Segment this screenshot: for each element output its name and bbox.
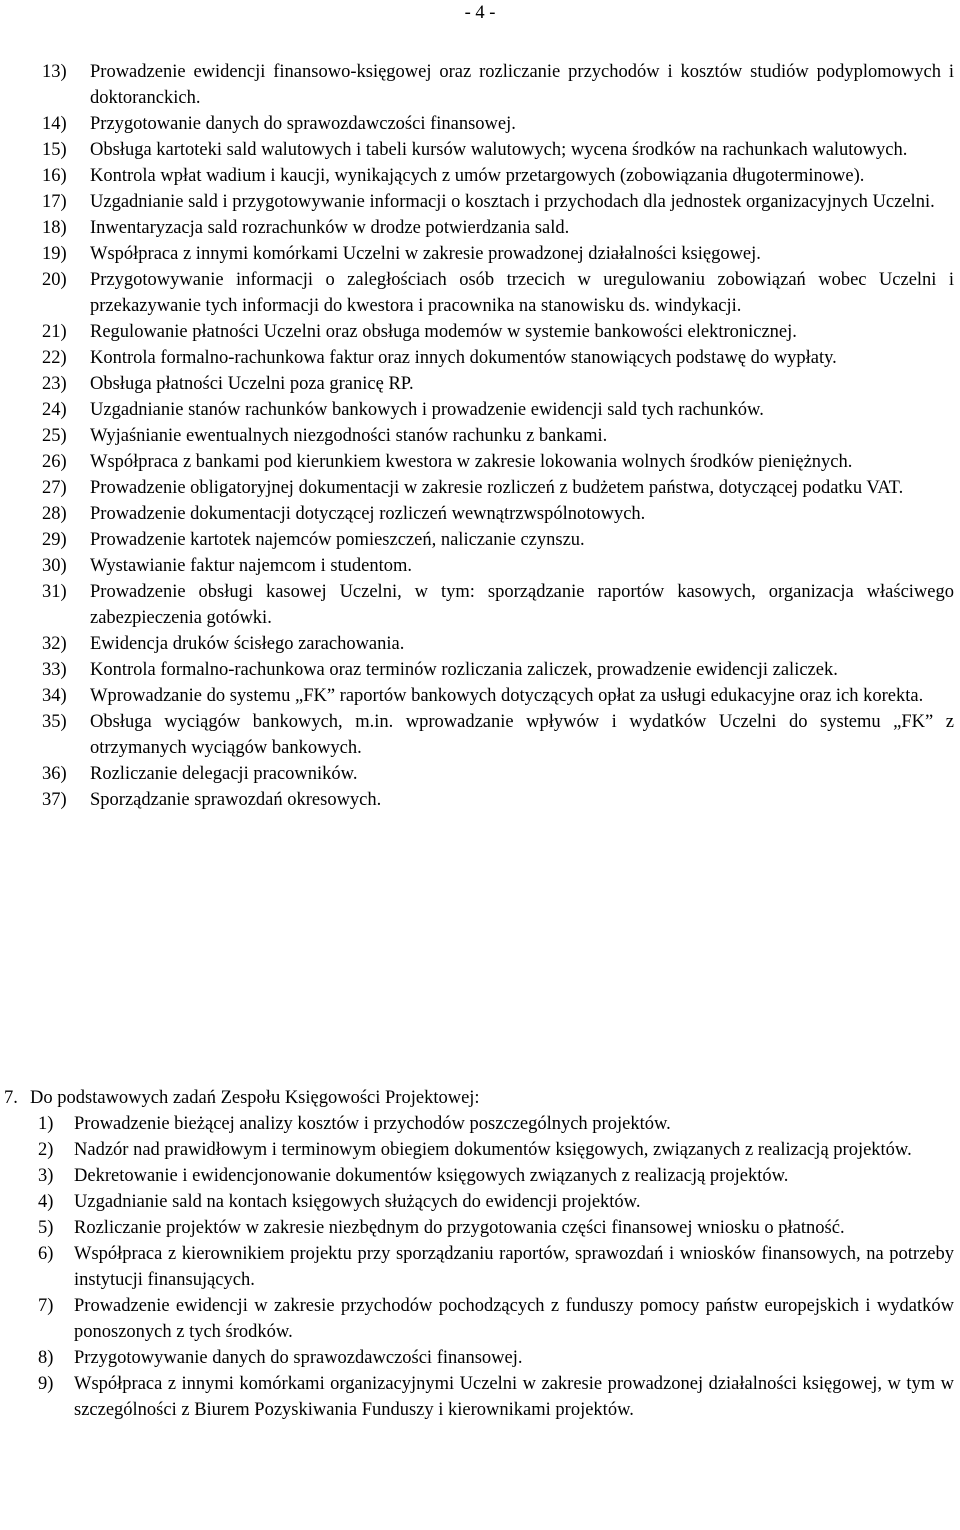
list-item-text: Kontrola wpłat wadium i kaucji, wynikających z umów przetargowych (zobowiązania długoterminowe). [90,166,865,186]
list-item-text: Nadzór nad prawidłowym i terminowym obiegiem dokumentów księgowych, związanych z realizacją projektów. [74,1140,912,1160]
list-item [42,761,954,787]
list-item-text: Rozliczanie delegacji pracowników. [90,764,358,784]
list-item [42,709,954,761]
list-item-number: 5) [38,1218,54,1238]
list-item-text: Kontrola formalno-rachunkowa oraz terminów rozliczania zaliczek, prowadzenie ewidencji zaliczek. [90,660,838,680]
list-item [42,631,954,657]
list-item-number: 28) [42,504,67,524]
list-item-number: 2) [38,1140,54,1160]
list-item-number: 8) [38,1348,54,1368]
list-item [38,1241,954,1293]
list-item [38,1137,954,1163]
list-item-text: Współpraca z innymi komórkami organizacyjnymi Uczelni w zakresie prowadzonej działalności księgowej, w tym w szczególności z Biurem Pozyskiwania Funduszy i kierownikami projektów. [74,1374,954,1420]
list-item-text: Współpraca z kierownikiem projektu przy sporządzaniu raportów, sprawozdań i wniosków finansowych, na potrzeby instytucji finansujących. [74,1244,954,1290]
list-item [42,215,954,241]
list-item-number: 3) [38,1166,54,1186]
list-item-number: 19) [42,244,67,264]
list-item [38,1163,954,1189]
list-item-text: Kontrola formalno-rachunkowa faktur oraz innych dokumentów stanowiących podstawę do wypłaty. [90,348,837,368]
list-item [42,137,954,163]
list-item-text: Przygotowywanie informacji o zaległościach osób trzecich w uregulowaniu zobowiązań wobec Uczelni i przekazywanie tych informacji do kwestora i pracownika na stanowisku ds. windykacji. [90,270,954,316]
list-item-number: 26) [42,452,67,472]
list-item [42,241,954,267]
list-item [42,111,954,137]
task-list-accounting [42,59,954,813]
list-item-number: 17) [42,192,67,212]
list-item-number: 22) [42,348,67,368]
section-heading [4,1085,954,1111]
list-item-text: Prowadzenie obsługi kasowej Uczelni, w tym: sporządzanie raportów kasowych, organizacja właściwego zabezpieczenia gotówki. [90,582,954,628]
list-item-text: Prowadzenie obligatoryjnej dokumentacji w zakresie rozliczeń z budżetem państwa, dotyczącej podatku VAT. [90,478,904,498]
list-item-text: Obsługa wyciągów bankowych, m.in. wprowadzanie wpływów i wydatków Uczelni do systemu „FK” z otrzymanych wyciągów bankowych. [90,712,954,758]
list-item-number: 14) [42,114,67,134]
list-item-number: 36) [42,764,67,784]
list-item-text: Prowadzenie kartotek najemców pomieszczeń, naliczanie czynszu. [90,530,585,550]
list-item-text: Rozliczanie projektów w zakresie niezbędnym do przygotowania części finansowej wniosku o płatność. [74,1218,845,1238]
list-item-number: 9) [38,1374,54,1394]
list-item [38,1189,954,1215]
list-item [42,527,954,553]
list-item-number: 4) [38,1192,54,1212]
list-item-number: 16) [42,166,67,186]
list-item-text: Prowadzenie ewidencji w zakresie przychodów pochodzących z funduszy pomocy państw europejskich i wydatków ponoszonych z tych środków. [74,1296,954,1342]
list-item-text: Uzgadnianie sald i przygotowywanie informacji o kosztach i przychodach dla jednostek organizacyjnych Uczelni. [90,192,935,212]
list-item-text: Współpraca z bankami pod kierunkiem kwestora w zakresie lokowania wolnych środków pieniężnych. [90,452,853,472]
list-item-text: Prowadzenie ewidencji finansowo-księgowej oraz rozliczanie przychodów i kosztów studiów podyplomowych i doktoranckich. [90,62,954,108]
list-item-text: Prowadzenie dokumentacji dotyczącej rozliczeń wewnątrzwspólnotowych. [90,504,646,524]
list-item [42,371,954,397]
list-item [42,189,954,215]
list-item-number: 15) [42,140,67,160]
list-item-text: Uzgadnianie stanów rachunków bankowych i prowadzenie ewidencji sald tych rachunków. [90,400,764,420]
list-item-number: 6) [38,1244,54,1264]
list-item [42,267,954,319]
list-item-text: Wystawianie faktur najemcom i studentom. [90,556,413,576]
list-item-text: Regulowanie płatności Uczelni oraz obsługa modemów w systemie bankowości elektronicznej. [90,322,797,342]
list-item [42,787,954,813]
list-item-number: 31) [42,582,67,602]
list-item-number: 29) [42,530,67,550]
list-item [38,1345,954,1371]
list-item-number: 23) [42,374,67,394]
list-item-number: 34) [42,686,67,706]
list-item-text: Uzgadnianie sald na kontach księgowych służących do ewidencji projektów. [74,1192,641,1212]
list-item [42,423,954,449]
list-item-number: 35) [42,712,67,732]
section-number: 7. [4,1088,18,1108]
list-item-text: Przygotowywanie danych do sprawozdawczości finansowej. [74,1348,523,1368]
list-item [38,1293,954,1345]
list-item [42,59,954,111]
list-item [38,1371,954,1423]
list-item [42,475,954,501]
list-item-text: Przygotowanie danych do sprawozdawczości finansowej. [90,114,516,134]
list-item-number: 21) [42,322,67,342]
list-item [42,163,954,189]
list-item [42,683,954,709]
list-item-number: 13) [42,62,67,82]
list-item-number: 37) [42,790,67,810]
list-item [42,449,954,475]
list-item-text: Obsługa kartoteki sald walutowych i tabeli kursów walutowych; wycena środków na rachunkach walutowych. [90,140,908,160]
list-item [42,345,954,371]
list-item-number: 18) [42,218,67,238]
list-item-text: Wyjaśnianie ewentualnych niezgodności stanów rachunku z bankami. [90,426,608,446]
list-item [38,1215,954,1241]
list-item-number: 24) [42,400,67,420]
list-item [42,397,954,423]
list-item-number: 27) [42,478,67,498]
list-item-number: 25) [42,426,67,446]
list-item-text: Dekretowanie i ewidencjonowanie dokumentów księgowych związanych z realizacją projektów. [74,1166,789,1186]
section-title: Do podstawowych zadań Zespołu Księgowości Projektowej: [30,1088,480,1108]
list-item-text: Współpraca z innymi komórkami Uczelni w zakresie prowadzonej działalności księgowej. [90,244,761,264]
page-number: - 4 - [464,3,496,23]
list-item-number: 32) [42,634,67,654]
list-item [38,1111,954,1137]
list-item [42,657,954,683]
task-list-project-accounting [38,1111,954,1423]
list-item-text: Obsługa płatności Uczelni poza granicę RP. [90,374,414,394]
list-item [42,579,954,631]
list-item-text: Prowadzenie bieżącej analizy kosztów i przychodów poszczególnych projektów. [74,1114,671,1134]
list-item-text: Inwentaryzacja sald rozrachunków w drodze potwierdzania sald. [90,218,570,238]
list-item-number: 1) [38,1114,54,1134]
list-item-number: 20) [42,270,67,290]
list-item [42,501,954,527]
list-item [42,319,954,345]
list-item-text: Wprowadzanie do systemu „FK” raportów bankowych dotyczących opłat za usługi edukacyjne oraz ich korekta. [90,686,924,706]
list-item-number: 30) [42,556,67,576]
list-item-number: 7) [38,1296,54,1316]
list-item-number: 33) [42,660,67,680]
list-item-text: Ewidencja druków ścisłego zarachowania. [90,634,405,654]
list-item [42,553,954,579]
list-item-text: Sporządzanie sprawozdań okresowych. [90,790,382,810]
